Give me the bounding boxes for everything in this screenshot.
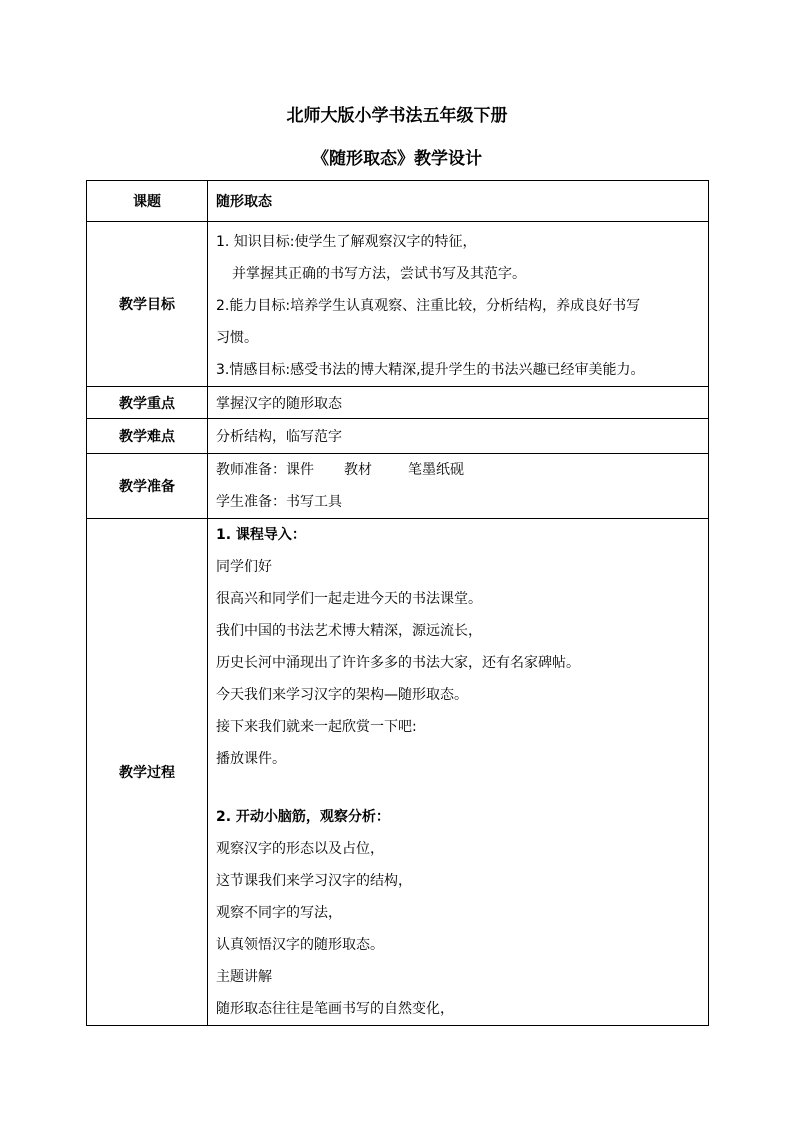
document-subtitle: 《随形取态》教学设计 <box>312 149 482 169</box>
goals-label: 教学目标 <box>87 222 208 387</box>
teacher-prep-item: 教材 <box>344 462 372 478</box>
process-line: 同学们好 <box>216 559 272 575</box>
goal-line: 习惯。 <box>216 330 258 346</box>
lesson-plan-table <box>86 180 709 1026</box>
process-line: 我们中国的书法艺术博大精深，源远流长， <box>216 623 482 639</box>
key-point-label: 教学重点 <box>87 387 208 419</box>
document-title: 北师大版小学书法五年级下册 <box>286 106 508 126</box>
difficulty-label: 教学难点 <box>87 419 208 454</box>
process-line: 这节课我们来学习汉字的结构， <box>216 873 412 889</box>
goal-line: 1. 知识目标:使学生了解观察汉字的特征， <box>216 234 477 250</box>
process-section-heading: 1. 课程导入： <box>216 527 306 543</box>
table-row-process <box>87 519 709 1026</box>
teacher-preparation <box>216 454 704 486</box>
process-line: 随形取态往往是笔画书写的自然变化， <box>216 1001 454 1017</box>
process-line: 主题讲解 <box>216 969 272 985</box>
process-line: 接下来我们就来一起欣赏一下吧: <box>216 719 417 735</box>
process-line: 观察汉字的形态以及占位， <box>216 841 384 857</box>
process-section-heading: 2. 开动小脑筋，观察分析： <box>216 809 390 825</box>
blank-line <box>216 775 704 801</box>
process-line: 播放课件。 <box>216 751 286 767</box>
preparation-label: 教学准备 <box>87 454 208 519</box>
process-label: 教学过程 <box>87 519 208 1026</box>
goal-line: 并掌握其正确的书写方法，尝试书写及其范字。 <box>232 266 526 282</box>
topic-label: 课题 <box>87 181 208 222</box>
topic-value: 随形取态 <box>208 181 709 222</box>
process-line: 今天我们来学习汉字的架构—随形取态。 <box>216 687 468 703</box>
process-line: 历史长河中涌现出了许许多多的书法大家，还有名家碑帖。 <box>216 655 580 671</box>
process-line: 观察不同字的写法， <box>216 905 342 921</box>
process-content <box>208 519 709 1026</box>
table-row-goals <box>87 222 709 387</box>
goal-line: 2.能力目标:培养学生认真观察、注重比较，分析结构，养成良好书写 <box>216 298 641 314</box>
student-preparation: 学生准备：书写工具 <box>216 494 342 510</box>
table-row-preparation <box>87 454 709 519</box>
process-line: 很高兴和同学们一起走进今天的书法课堂。 <box>216 591 482 607</box>
difficulty-value: 分析结构，临写范字 <box>208 419 709 454</box>
process-line: 认真领悟汉字的随形取态。 <box>216 937 384 953</box>
table-row-key-point <box>87 387 709 419</box>
key-point-value: 掌握汉字的随形取态 <box>208 387 709 419</box>
preparation-content <box>208 454 709 519</box>
teacher-prep-item: 笔墨纸砚 <box>408 462 464 478</box>
table-row-topic <box>87 181 709 222</box>
goal-line: 3.情感目标:感受书法的博大精深,提升学生的书法兴趣已经审美能力。 <box>216 362 645 378</box>
table-row-difficulty <box>87 419 709 454</box>
teacher-prep-prefix: 教师准备：课件 <box>216 462 314 478</box>
goals-content <box>208 222 709 387</box>
